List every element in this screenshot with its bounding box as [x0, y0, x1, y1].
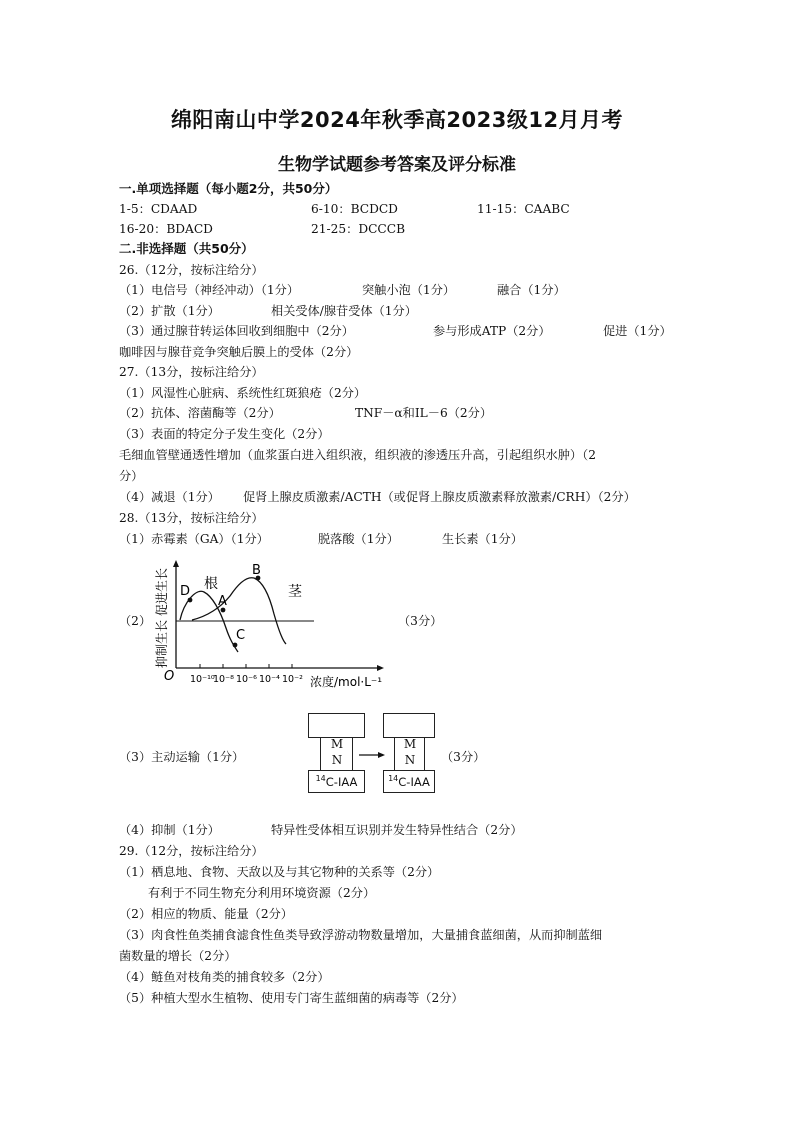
iaa-isotope-after: 14: [388, 774, 399, 783]
x-tick-label: 10⁻¹⁰: [190, 674, 215, 685]
q27-p2a: （2）抗体、溶菌酶等（2分）: [119, 406, 281, 420]
q28-header: 28.（13分，按标注给分）: [119, 511, 264, 525]
point-C: [233, 643, 238, 648]
answer-21-25: 21-25：DCCCB: [311, 222, 406, 236]
q27-header: 27.（13分，按标注给分）: [119, 365, 264, 379]
top-block-before: [308, 713, 365, 738]
label-A: A: [218, 594, 227, 609]
series-label-root: 根: [204, 576, 218, 592]
q29-p4: （4）鲢鱼对枝角类的捕食较多（2分）: [119, 970, 330, 984]
iaa-label-before: [308, 774, 365, 789]
q26-p1b: 突触小泡（1分）: [362, 283, 456, 297]
q29-p3: （3）肉食性鱼类捕食滤食性鱼类导致浮游动物数量增加，大量捕食蓝细菌，从而抑制蓝细: [119, 928, 603, 942]
q26-header: 26.（12分，按标注给分）: [119, 263, 264, 277]
exam-subtitle: 生物学试题参考答案及评分标准: [278, 155, 516, 175]
q28-p4a: （4）抑制（1分）: [119, 823, 220, 837]
m-label-after: M: [403, 737, 417, 751]
section2-heading: 二.非选择题（共50分）: [119, 241, 254, 256]
q26-p3c: 促进（1分）: [603, 324, 672, 338]
top-block-after: [383, 713, 435, 738]
q27-p4a: （4）减退（1分）: [119, 490, 220, 504]
label-C: C: [236, 628, 246, 643]
q29-p2: （2）相应的物质、能量（2分）: [119, 907, 293, 921]
q28-p3-score: （3分）: [441, 750, 486, 764]
answer-11-15: 11-15：CAABC: [477, 202, 570, 216]
q29-p1-extra: 有利于不同生物充分利用环境资源（2分）: [148, 886, 376, 900]
q26-p3-extra: 咖啡因与腺苷竞争突触后膜上的受体（2分）: [119, 345, 359, 359]
exam-title: 绵阳南山中学2024年秋季高2023级12月月考: [170, 108, 624, 132]
answer-1-5: 1-5：CDAAD: [119, 202, 198, 216]
q28-p1a: （1）赤霉素（GA）（1分）: [119, 532, 269, 546]
origin-label: O: [164, 669, 175, 684]
x-tick-label: 10⁻²: [282, 674, 303, 685]
answer-16-20: 16-20：BDACD: [119, 222, 213, 236]
q26-p2b: 相关受体/腺苷受体（1分）: [271, 304, 417, 318]
iaa-label-after: [383, 774, 435, 789]
q26-p3b: 参与形成ATP（2分）: [433, 324, 551, 338]
iaa-text-before: C-IAA: [325, 774, 358, 789]
x-axis-arrow: [377, 665, 384, 671]
q27-p2b: TNF－α和IL－6（2分）: [355, 406, 493, 420]
q27-p3: （3）表面的特定分子发生变化（2分）: [119, 427, 330, 441]
q28-p2-score: （3分）: [398, 614, 443, 628]
q28-p4b: 特异性受体相互识别并发生特异性结合（2分）: [271, 823, 523, 837]
n-label-before: N: [331, 753, 343, 767]
q26-p1a: （1）电信号（神经冲动）（1分）: [119, 283, 300, 297]
y-axis-label: 抑制生长 促进生长: [154, 564, 169, 668]
x-axis-label: 浓度/mol·L⁻¹: [310, 675, 383, 689]
x-tick-label: 10⁻⁴: [259, 674, 280, 685]
label-D: D: [180, 584, 191, 599]
x-tick-label: 10⁻⁶: [236, 674, 257, 685]
x-tick-label: 10⁻⁸: [213, 674, 234, 685]
q26-p2a: （2）扩散（1分）: [119, 304, 220, 318]
q26-p1c: 融合（1分）: [497, 283, 566, 297]
q28-p2-label: （2）: [119, 614, 152, 628]
series-label-stem: 茎: [288, 584, 302, 600]
iaa-text-after: C-IAA: [398, 774, 430, 789]
right-arrow-icon: [357, 749, 387, 761]
q29-p5: （5）种植大型水生植物、使用专门寄生蓝细菌的病毒等（2分）: [119, 991, 464, 1005]
q29-p1: （1）栖息地、食物、天敌以及与其它物种的关系等（2分）: [119, 865, 440, 879]
m-label-before: M: [330, 737, 344, 751]
label-B: B: [252, 563, 261, 578]
q29-p3-extra: 菌数量的增长（2分）: [119, 949, 237, 963]
q26-p3a: （3）通过腺苷转运体回收到细胞中（2分）: [119, 324, 354, 338]
q28-p1c: 生长素（1分）: [442, 532, 523, 546]
y-axis-arrow: [173, 560, 179, 567]
iaa-isotope-before: 14: [315, 774, 326, 783]
section1-heading: 一.单项选择题（每小题2分，共50分）: [119, 181, 338, 196]
q27-p4b: 促肾上腺皮质激素/ACTH（或促肾上腺皮质激素释放激素/CRH）（2分）: [243, 490, 636, 504]
answer-6-10: 6-10：BCDCD: [311, 202, 398, 216]
q29-header: 29.（12分，按标注给分）: [119, 844, 264, 858]
q28-p1b: 脱落酸（1分）: [318, 532, 399, 546]
q27-p1: （1）风湿性心脏病、系统性红斑狼疮（2分）: [119, 386, 367, 400]
n-label-after: N: [404, 753, 416, 767]
hormone-curve-chart: [148, 558, 410, 690]
q27-p3-extra2: 分）: [119, 469, 144, 483]
q27-p3-extra: 毛细血管壁通透性增加（血浆蛋白进入组织液，组织液的渗透压升高，引起组织水肿）（2: [119, 448, 596, 462]
q28-p3-label: （3）主动运输（1分）: [119, 750, 245, 764]
